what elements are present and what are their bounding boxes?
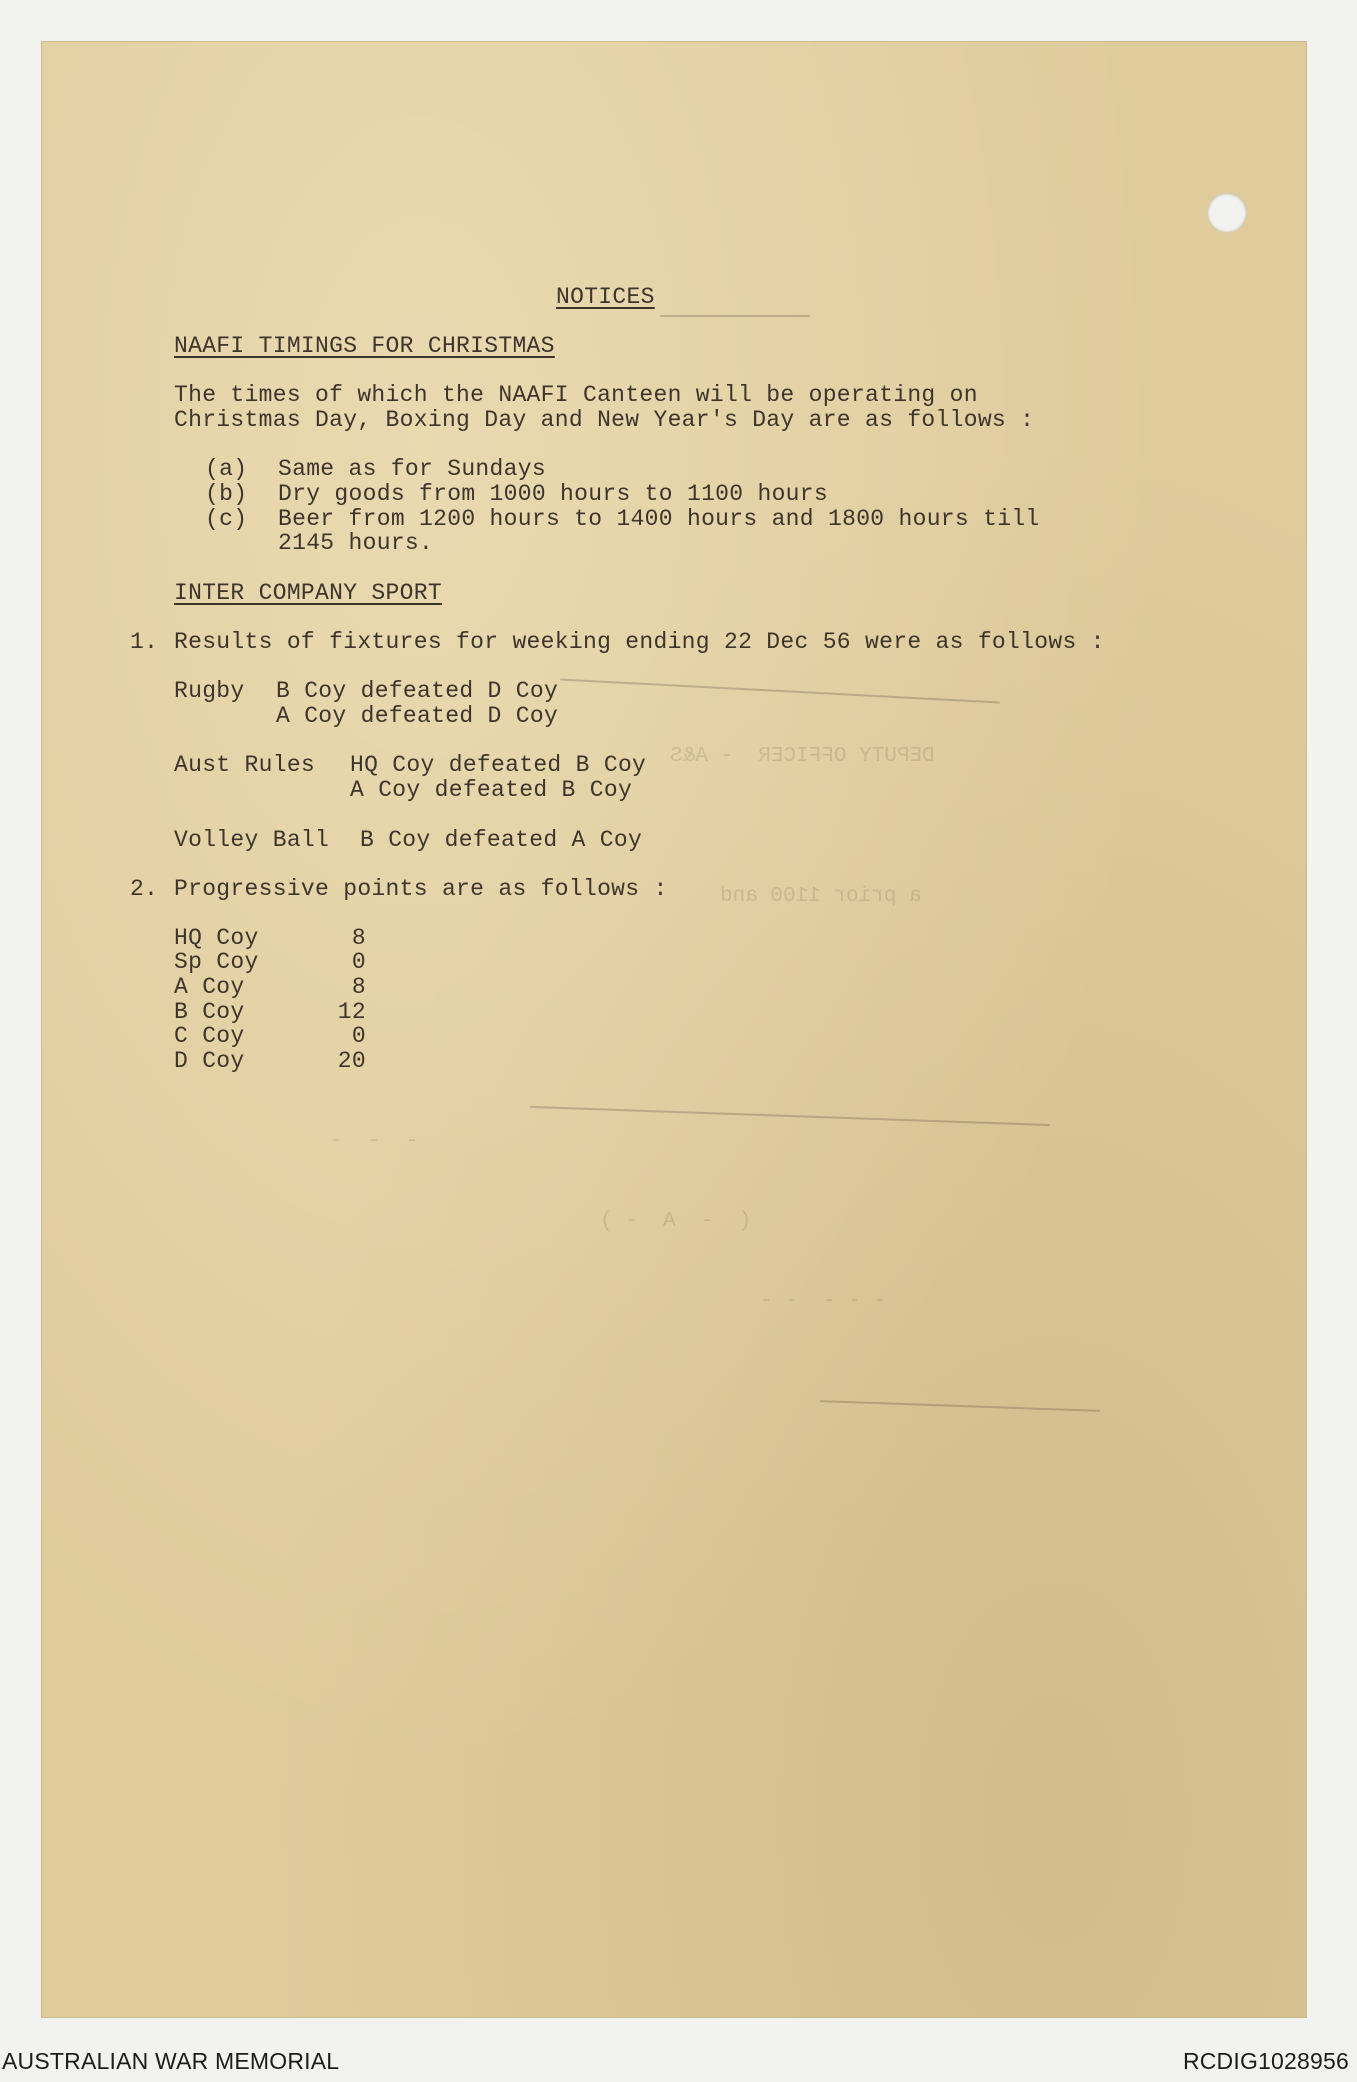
points-value: 12 [337,999,366,1025]
show-through-text: - - - [330,1130,444,1153]
show-through-text: - - - - - [760,1290,887,1313]
result-line: A Coy defeated D Coy [276,703,559,729]
naafi-item-marker: (b) [205,481,248,507]
naafi-paragraph-line: The times of which the NAAFI Canteen will be operating on [174,382,978,408]
sport-name: Aust Rules [174,752,316,778]
sport-item-text: Results of fixtures for weeking ending 22 Dec 56 were as follows : [174,629,1105,655]
result-line: A Coy defeated B Coy [350,777,633,803]
sport-heading: INTER COMPANY SPORT [174,580,442,606]
points-value: 20 [337,1048,366,1074]
points-company: D Coy [174,1048,245,1074]
sport-item-text: Progressive points are as follows : [174,876,668,902]
result-line: B Coy defeated A Coy [360,827,643,853]
archive-reference-id: RCDIG1028956 [1182,2048,1349,2074]
points-company: B Coy [174,999,245,1025]
points-value: 0 [351,949,366,975]
naafi-item-marker: (c) [205,506,248,532]
sport-name: Rugby [174,678,245,704]
sport-name: Volley Ball [174,827,330,853]
points-value: 0 [351,1023,366,1049]
sport-item-number: 2. [130,876,159,902]
naafi-item-text-continued: 2145 hours. [278,530,434,556]
notices-title: NOTICES [556,284,655,310]
naafi-heading: NAAFI TIMINGS FOR CHRISTMAS [174,333,555,359]
naafi-item-text: Dry goods from 1000 hours to 1100 hours [278,481,828,507]
result-line: B Coy defeated D Coy [276,678,559,704]
show-through-text: a prior 1100 and [720,885,947,908]
naafi-paragraph-line: Christmas Day, Boxing Day and New Year's Day are as follows : [174,407,1035,433]
points-company: C Coy [174,1023,245,1049]
points-company: Sp Coy [174,949,259,975]
show-through-text: DEPUTY OFFICER - A&S [670,745,935,768]
points-company: HQ Coy [174,925,259,951]
points-company: A Coy [174,974,245,1000]
sport-item-number: 1. [130,629,159,655]
points-value: 8 [351,974,366,1000]
points-value: 8 [351,925,366,951]
naafi-item-marker: (a) [205,456,248,482]
show-through-text: ( - A - ) [600,1210,790,1233]
punch-hole [1207,193,1247,233]
result-line: HQ Coy defeated B Coy [350,752,647,778]
naafi-item-text: Beer from 1200 hours to 1400 hours and 1800 hours till [278,506,1040,532]
show-through-line [660,315,810,317]
archive-credit: AUSTRALIAN WAR MEMORIAL [2,2048,340,2074]
naafi-item-text: Same as for Sundays [278,456,546,482]
